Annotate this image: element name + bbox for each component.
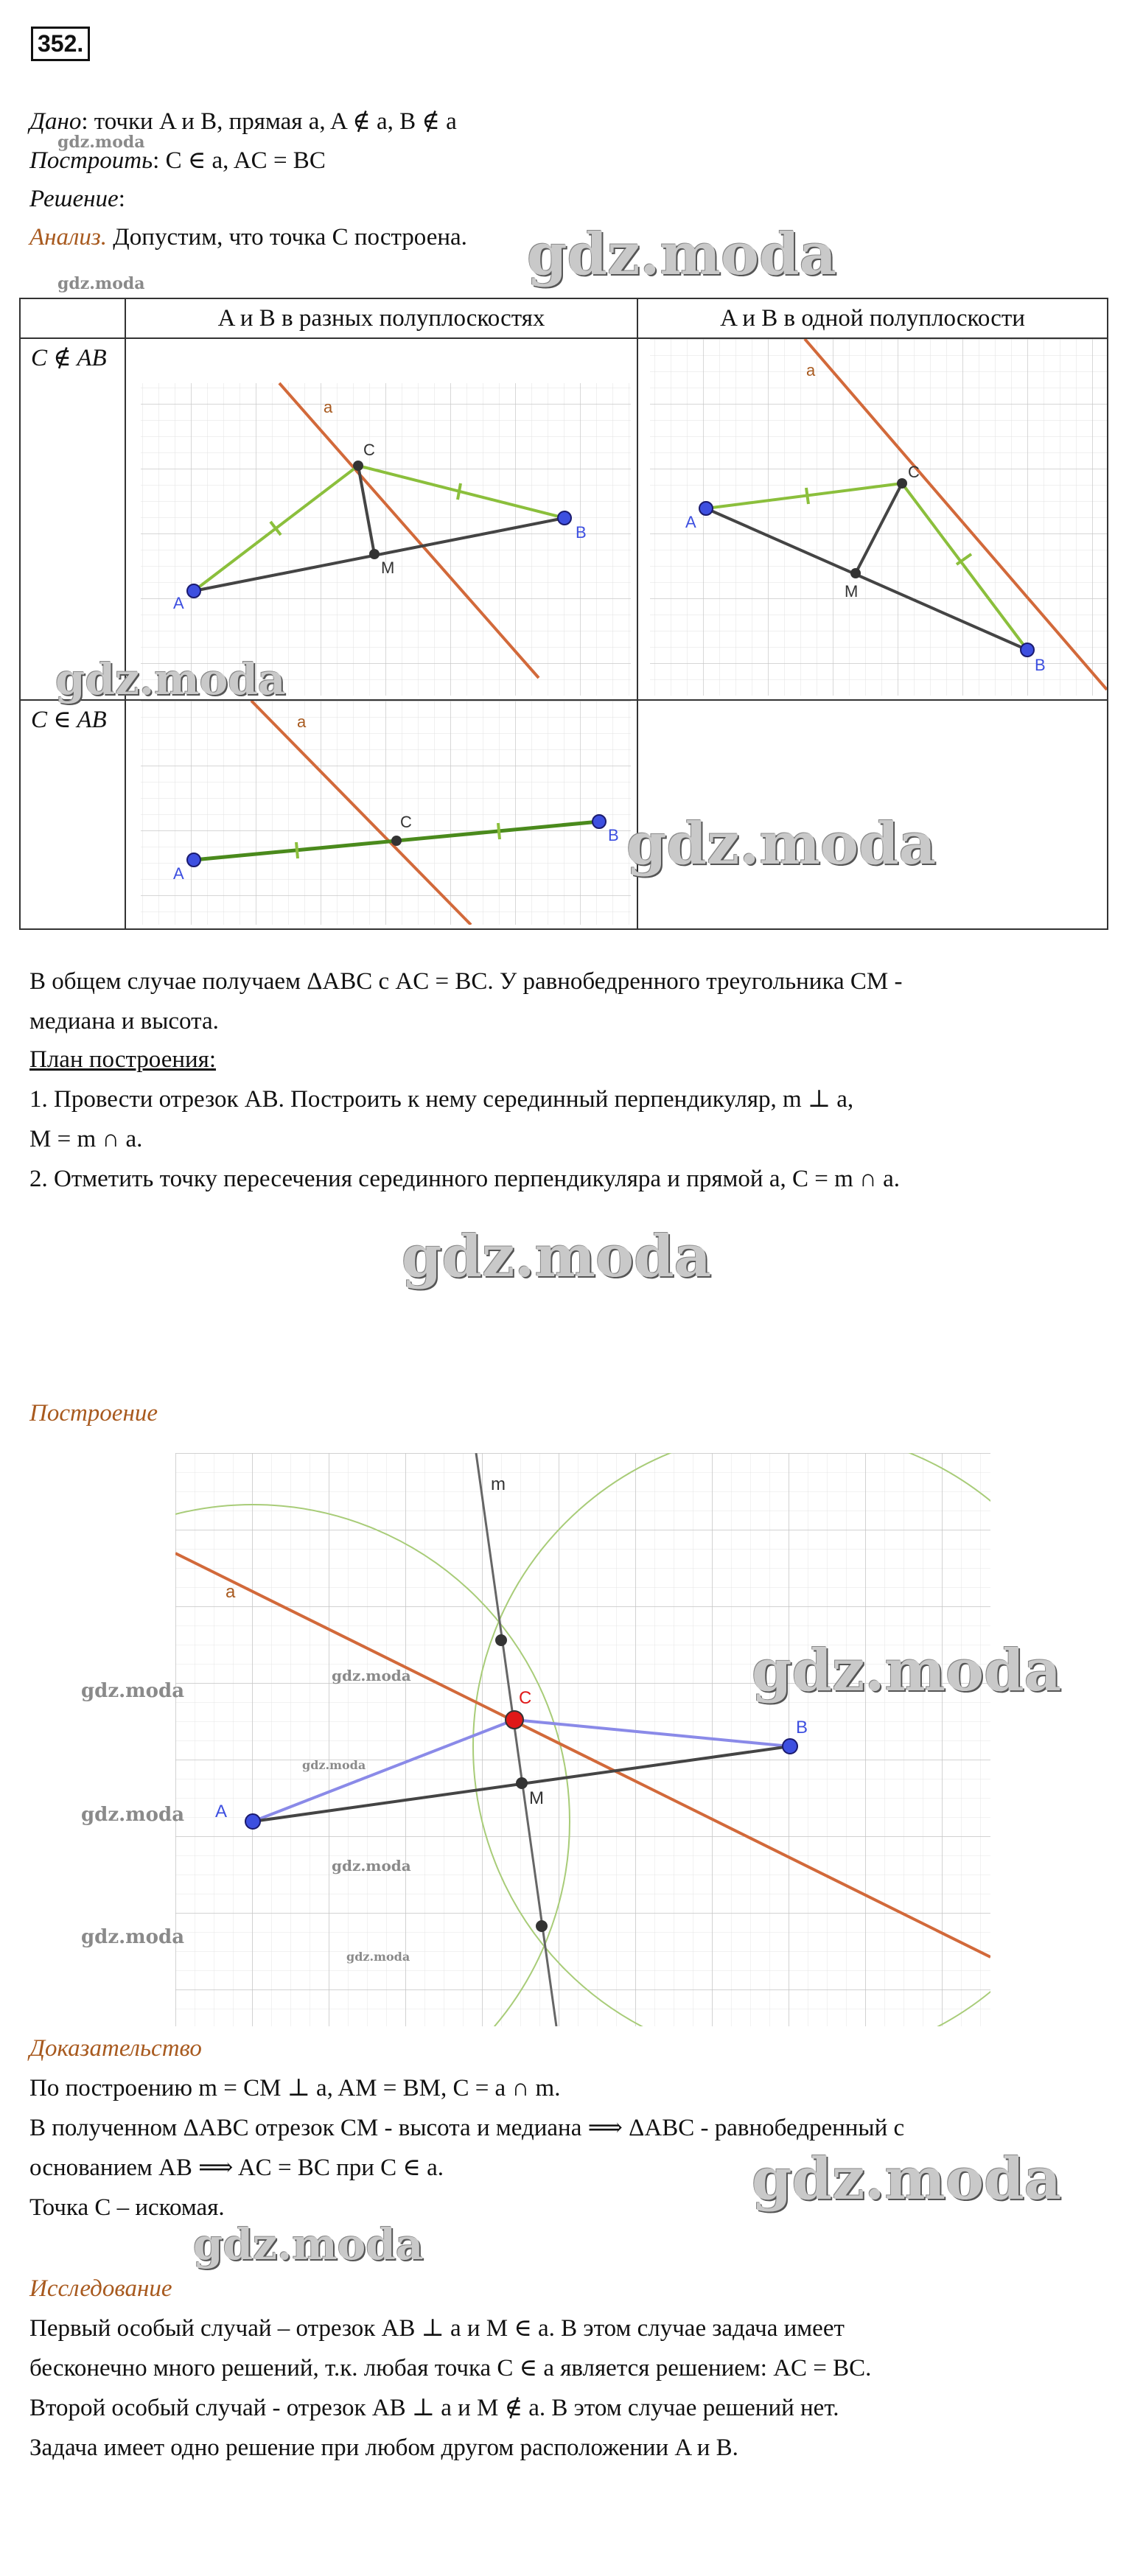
watermark: gdz.moda (332, 1857, 411, 1875)
point-m (369, 549, 380, 559)
figure-different-halfplanes (126, 339, 637, 696)
table-header-cell (637, 298, 1108, 338)
label-C: C (908, 463, 920, 481)
research-line4: Задача имеет одно решение при любом другом расположении A и B. (29, 2435, 738, 2461)
figure-cell (125, 338, 637, 700)
label-B: B (608, 826, 619, 844)
watermark: gdz.moda (81, 1680, 185, 1702)
analysis-table (19, 298, 1108, 930)
label-C: C (519, 1688, 532, 1708)
figure-collinear (126, 701, 637, 925)
point-m (516, 1777, 528, 1789)
proof-title: Доказательство (29, 2035, 202, 2062)
point-a (699, 502, 713, 515)
figure-cell (637, 338, 1108, 700)
label-B: B (576, 523, 587, 542)
research-line2: бесконечно много решений, т.к. любая точка C ∈ a является решением: AC = BC. (29, 2355, 872, 2381)
analysis-label: Анализ. (29, 224, 108, 251)
col2-header: A и B в одной полуплоскости (720, 305, 1025, 332)
plan-title: План построения: (29, 1046, 217, 1073)
label-C: C (363, 441, 375, 459)
problem-number: 352. (31, 27, 90, 61)
watermark: gdz.moda (332, 1667, 411, 1684)
research-title: Исследование (29, 2275, 172, 2302)
figure-cell (125, 700, 637, 929)
row-label-cell (20, 338, 125, 700)
watermark: gdz.moda (57, 274, 145, 293)
point-c (506, 1711, 523, 1729)
point-b (1021, 643, 1034, 657)
point-c (897, 478, 907, 489)
point-a (245, 1814, 260, 1829)
solution-line (29, 184, 125, 214)
watermark: gdz.moda (81, 1804, 185, 1826)
label-a: a (226, 1582, 236, 1602)
given-text: : точки A и B, прямая a, A ∉ a, B ∉ a (81, 108, 457, 135)
solution-colon: : (118, 186, 125, 212)
proof-line3: основанием AB ⟹ AC = BC при C ∈ a. (29, 2155, 444, 2181)
point-a (187, 584, 200, 598)
label-C: C (400, 813, 412, 831)
watermark: gdz.moda (752, 1637, 1062, 1704)
label-A: A (685, 513, 696, 531)
watermark: gdz.moda (193, 2219, 424, 2269)
row1-label: C ∉ AB (31, 345, 107, 371)
construct-text: : C ∈ a, AC = BC (153, 147, 326, 174)
watermark: gdz.moda (626, 811, 937, 878)
point-a (187, 853, 200, 867)
point-b (593, 815, 606, 828)
watermark: gdz.moda (402, 1223, 712, 1290)
label-m: m (491, 1474, 506, 1494)
proof-line1: По построению m = CM ⊥ a, AM = BM, C = a ∩ m. (29, 2075, 561, 2101)
label-A: A (173, 864, 184, 883)
research-line3: Второй особый случай - отрезок AB ⊥ a и M ∉ a. В этом случае решений нет. (29, 2395, 839, 2421)
label-a: a (324, 398, 333, 416)
point-c (353, 461, 363, 471)
label-B: B (1035, 656, 1046, 674)
analysis-line (29, 223, 467, 252)
watermark: gdz.moda (346, 1950, 410, 1964)
row-label-cell (20, 700, 125, 929)
label-M: M (845, 582, 859, 601)
arc-intersection-top (495, 1634, 507, 1646)
table-corner-cell (20, 298, 125, 338)
label-M: M (529, 1788, 544, 1808)
proof-line4: Точка C – искомая. (29, 2194, 225, 2221)
row2-label: C ∈ AB (31, 707, 107, 733)
given-label: Дано (29, 108, 82, 135)
tick-mark (498, 823, 500, 839)
label-a: a (806, 361, 816, 379)
point-c (391, 836, 402, 846)
tick-mark (296, 842, 298, 858)
table-header-cell (125, 298, 637, 338)
label-B: B (796, 1718, 808, 1737)
point-b (558, 511, 571, 525)
arc-intersection-bottom (536, 1920, 548, 1932)
label-A: A (215, 1802, 228, 1821)
watermark: gdz.moda (752, 2146, 1062, 2213)
label-A: A (173, 594, 184, 612)
plan-step1-line2: M = m ∩ a. (29, 1126, 143, 1152)
given-line (29, 107, 457, 136)
col1-header: A и B в разных полуплоскостях (217, 305, 545, 332)
watermark: gdz.moda (55, 654, 286, 704)
watermark: gdz.moda (81, 1926, 185, 1948)
point-b (783, 1739, 797, 1754)
general-case-line2: медиана и высота. (29, 1008, 219, 1035)
watermark: gdz.moda (302, 1758, 366, 1772)
solution-label: Решение (29, 186, 119, 212)
general-case-line1: В общем случае получаем ΔABC с AC = BC. У равнобедренного треугольника CM - (29, 968, 903, 995)
watermark: gdz.moda (57, 133, 145, 152)
analysis-text: Допустим, что точка C построена. (107, 224, 467, 251)
watermark: gdz.moda (527, 221, 837, 288)
label-M: M (381, 559, 395, 577)
research-line1: Первый особый случай – отрезок AB ⊥ a и M ∈ a. В этом случае задача имеет (29, 2315, 845, 2342)
construction-figure (175, 1453, 990, 2026)
point-m (850, 568, 861, 578)
figure-same-halfplane (638, 339, 1107, 696)
construct-label: Построить (29, 147, 153, 174)
label-a: a (297, 713, 307, 731)
plan-step2: 2. Отметить точку пересечения серединного перпендикуляра и прямой a, C = m ∩ a. (29, 1166, 901, 1192)
proof-line2: В полученном ΔABC отрезок CM - высота и медиана ⟹ ΔABC - равнобедренный с (29, 2115, 905, 2141)
construction-title: Построение (29, 1400, 158, 1427)
plan-step1-line1: 1. Провести отрезок AB. Построить к нему серединный перпендикуляр, m ⊥ a, (29, 1086, 854, 1113)
